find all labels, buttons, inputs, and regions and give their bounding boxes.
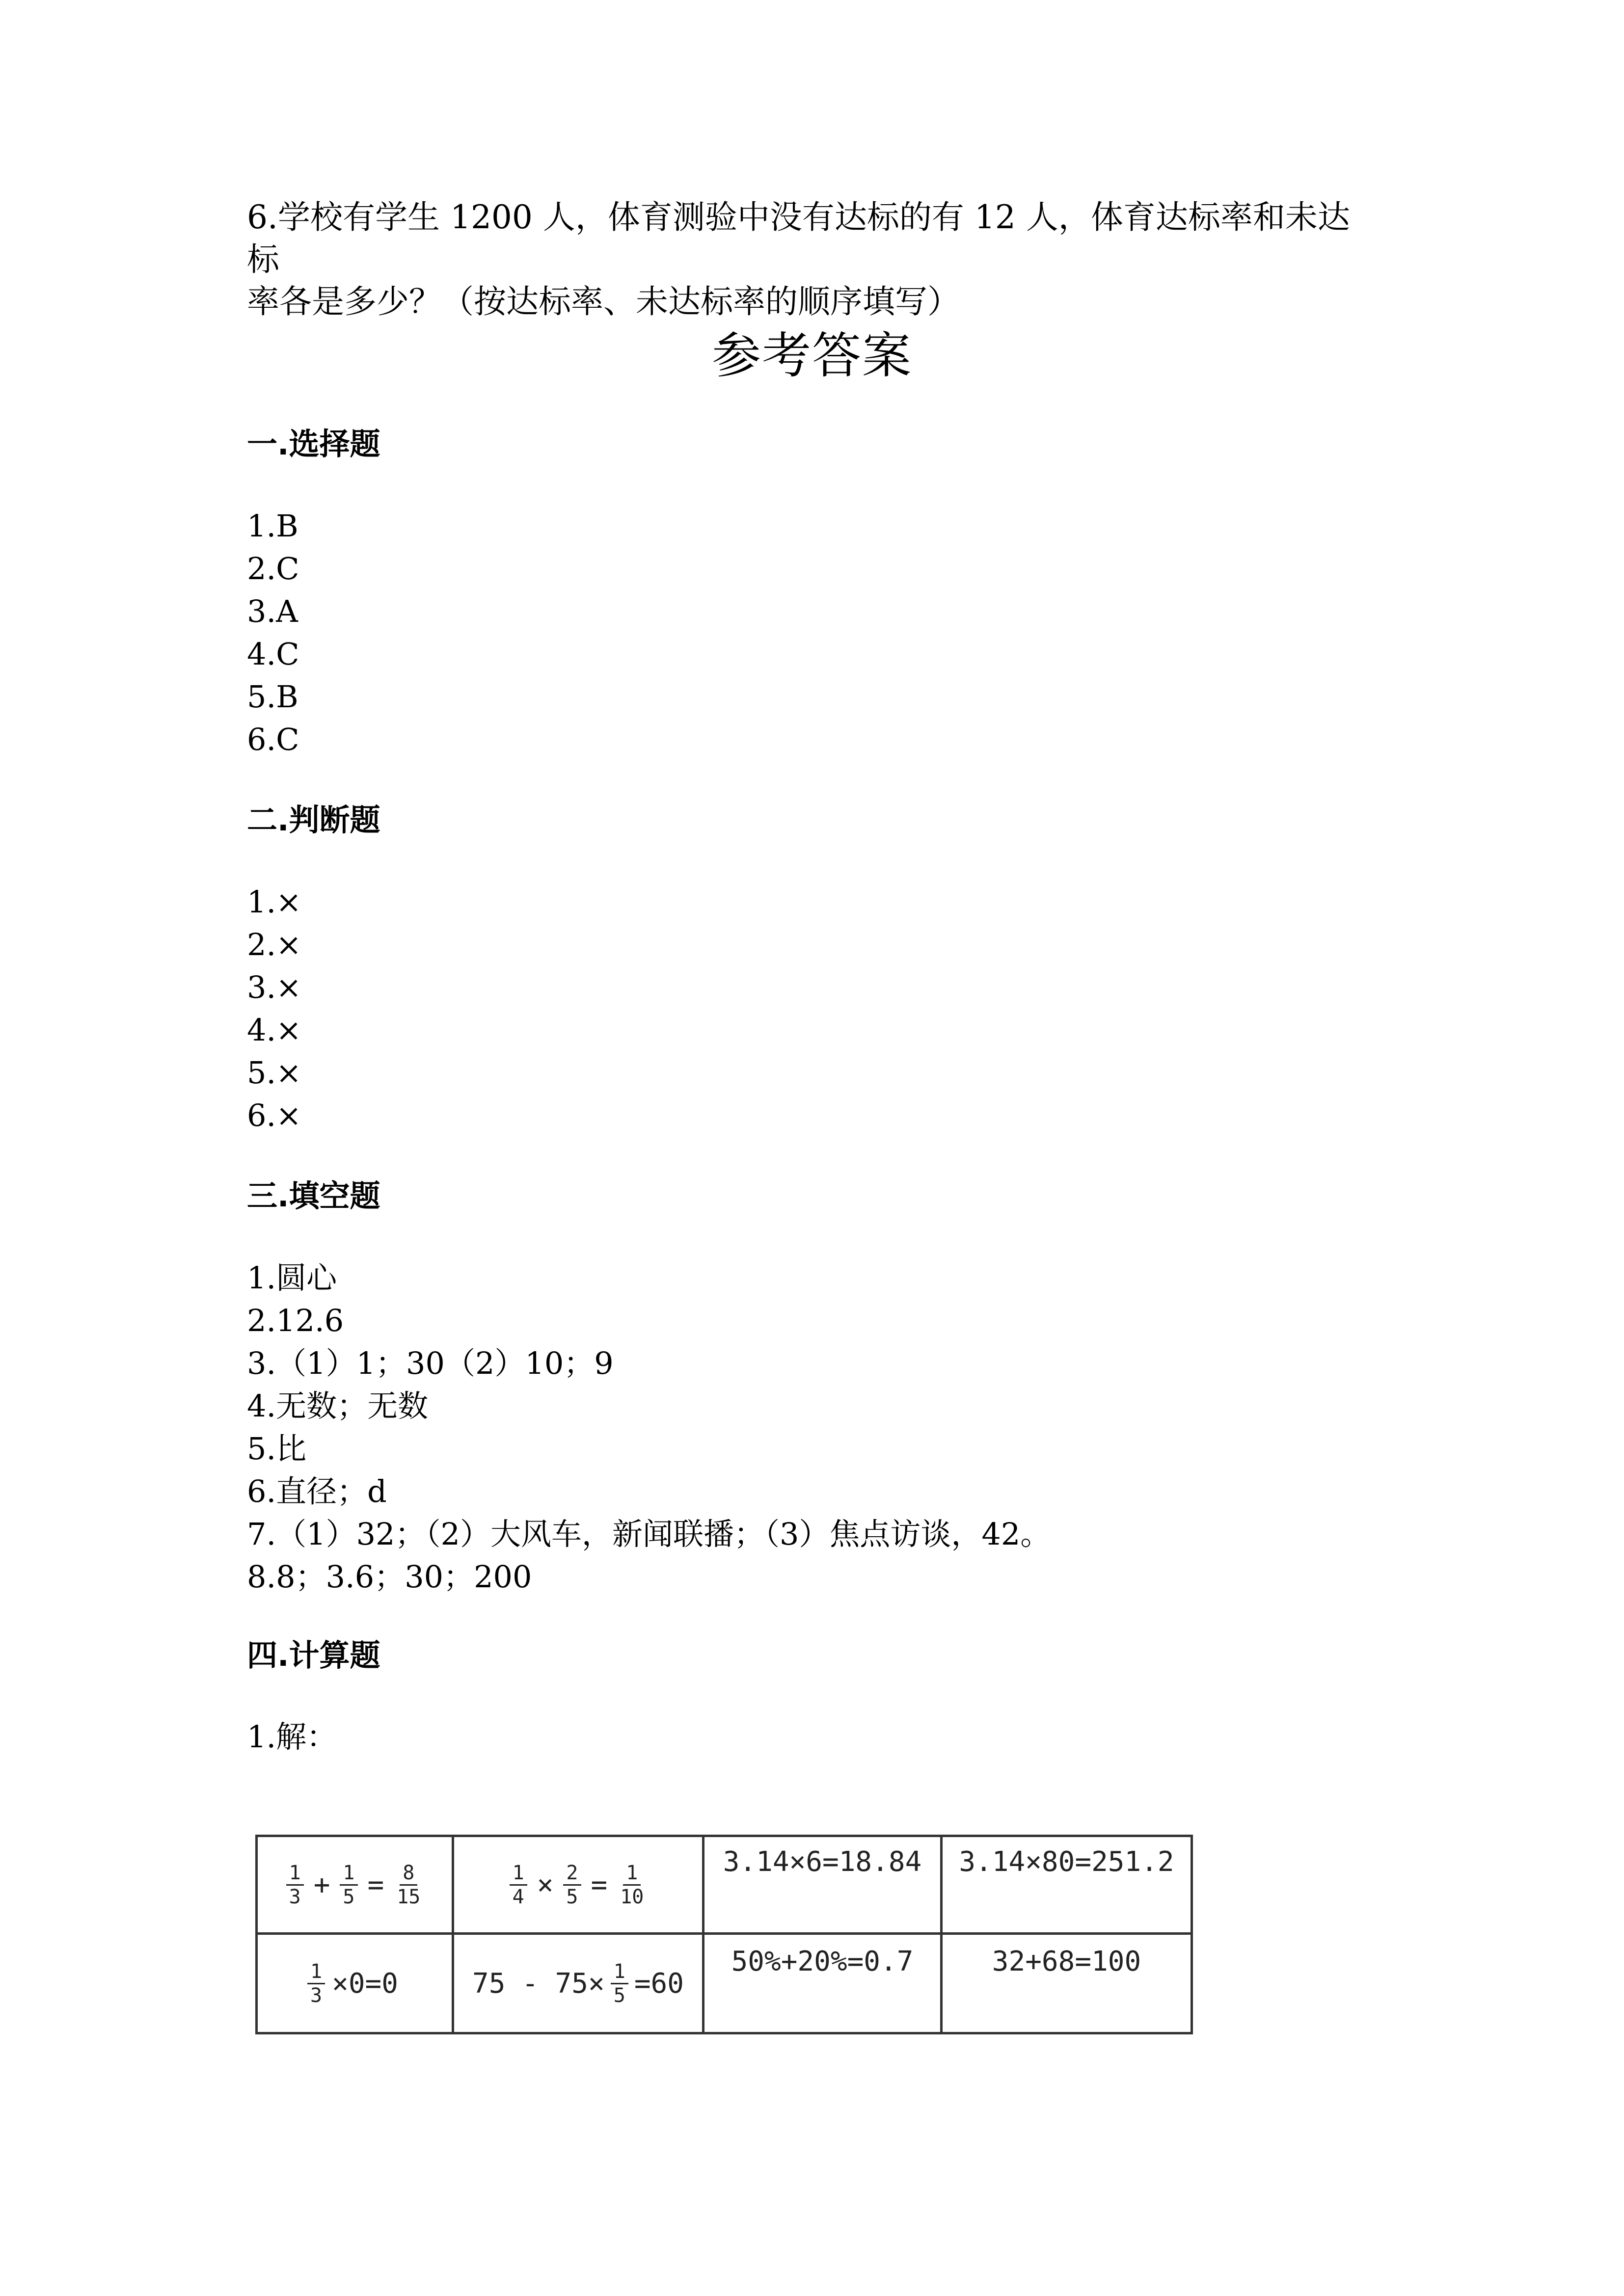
fraction-denominator: 3 [310, 1984, 323, 2007]
fraction-numerator: 1 [307, 1960, 325, 1984]
list-item: 2.12.6 [247, 1303, 344, 1338]
list-item: 3.× [247, 969, 302, 1005]
table-cell [257, 1836, 453, 1934]
table-cell [257, 1934, 453, 2033]
list-item: 3.（1）1；30（2）10；9 [247, 1345, 614, 1381]
fraction [307, 1960, 325, 2007]
table-cell [453, 1934, 704, 2033]
fraction-denominator: 5 [613, 1984, 625, 2007]
fill-answer-list [247, 1256, 1051, 1598]
fraction [286, 1862, 304, 1908]
list-item: 6.C [247, 721, 299, 757]
fraction-numerator: 1 [286, 1862, 304, 1886]
fraction-denominator: 5 [343, 1885, 355, 1908]
choice-answer-list [247, 505, 299, 761]
list-item: 5.B [247, 679, 298, 715]
fraction [340, 1862, 357, 1908]
answer-title: 参考答案 [712, 327, 912, 384]
list-item: 3.A [247, 593, 298, 629]
fraction [394, 1862, 423, 1908]
plus-operator: + [313, 1869, 330, 1901]
list-item: 6.直径；d [247, 1473, 387, 1509]
table-row [257, 1934, 1192, 2033]
fraction-denominator: 15 [397, 1885, 421, 1908]
fraction-denominator: 10 [620, 1885, 644, 1908]
question-line-2: 率各是多少？（按达标率、未达标率的顺序填写） [247, 283, 960, 320]
equals-operator: = [367, 1869, 384, 1901]
list-item: 4.C [247, 636, 299, 672]
fraction-denominator: 3 [289, 1885, 301, 1908]
fraction-numerator: 1 [510, 1862, 527, 1886]
fraction-numerator: 1 [611, 1960, 628, 1984]
expression-head: 75 - 75× [472, 1967, 605, 2000]
times-operator: × [537, 1869, 554, 1901]
section-heading-calc: 四.计算题 [247, 1637, 380, 1673]
question-6 [247, 196, 1376, 323]
section-heading-judge: 二.判断题 [247, 802, 380, 838]
list-item: 2.× [247, 927, 302, 962]
fraction-denominator: 5 [566, 1885, 578, 1908]
equals-operator: = [591, 1869, 608, 1901]
list-item: 4.× [247, 1012, 302, 1048]
list-item: 1.B [247, 508, 298, 544]
fraction-numerator: 8 [400, 1862, 417, 1886]
table-cell: 3.14×6=18.84 [704, 1836, 942, 1934]
expression-tail: ×0=0 [332, 1967, 398, 2000]
calc-solution-label: 1.解： [247, 1719, 337, 1755]
fraction [617, 1862, 647, 1908]
list-item: 5.比 [247, 1431, 307, 1467]
list-item: 5.× [247, 1055, 302, 1091]
fraction-numerator: 1 [623, 1862, 641, 1886]
list-item: 7.（1）32；（2）大风车，新闻联播；（3）焦点访谈，42。 [247, 1516, 1051, 1552]
table-cell [453, 1836, 704, 1934]
expression-tail: =60 [634, 1967, 684, 2000]
list-item: 1.圆心 [247, 1260, 337, 1296]
calc-answer-table [255, 1835, 1193, 2034]
fraction-numerator: 1 [340, 1862, 357, 1886]
table-row [257, 1836, 1192, 1934]
fraction-numerator: 2 [563, 1862, 581, 1886]
list-item: 1.× [247, 884, 302, 920]
list-item: 2.C [247, 551, 299, 587]
question-line-1: 6.学校有学生 1200 人，体育测验中没有达标的有 12 人，体育达标率和未达标 [247, 198, 1350, 278]
list-item: 6.× [247, 1097, 302, 1133]
table-cell: 50%+20%=0.7 [704, 1934, 942, 2033]
table-cell: 3.14×80=251.2 [942, 1836, 1192, 1934]
judge-answer-list [247, 881, 301, 1137]
fraction [611, 1960, 628, 2007]
fraction-denominator: 4 [512, 1885, 524, 1908]
fraction [510, 1862, 527, 1908]
table-cell: 32+68=100 [942, 1934, 1192, 2033]
section-heading-choice: 一.选择题 [247, 426, 380, 462]
list-item: 8.8；3.6；30；200 [247, 1559, 532, 1595]
list-item: 4.无数；无数 [247, 1388, 429, 1424]
section-heading-fill: 三.填空题 [247, 1178, 380, 1214]
fraction [563, 1862, 581, 1908]
